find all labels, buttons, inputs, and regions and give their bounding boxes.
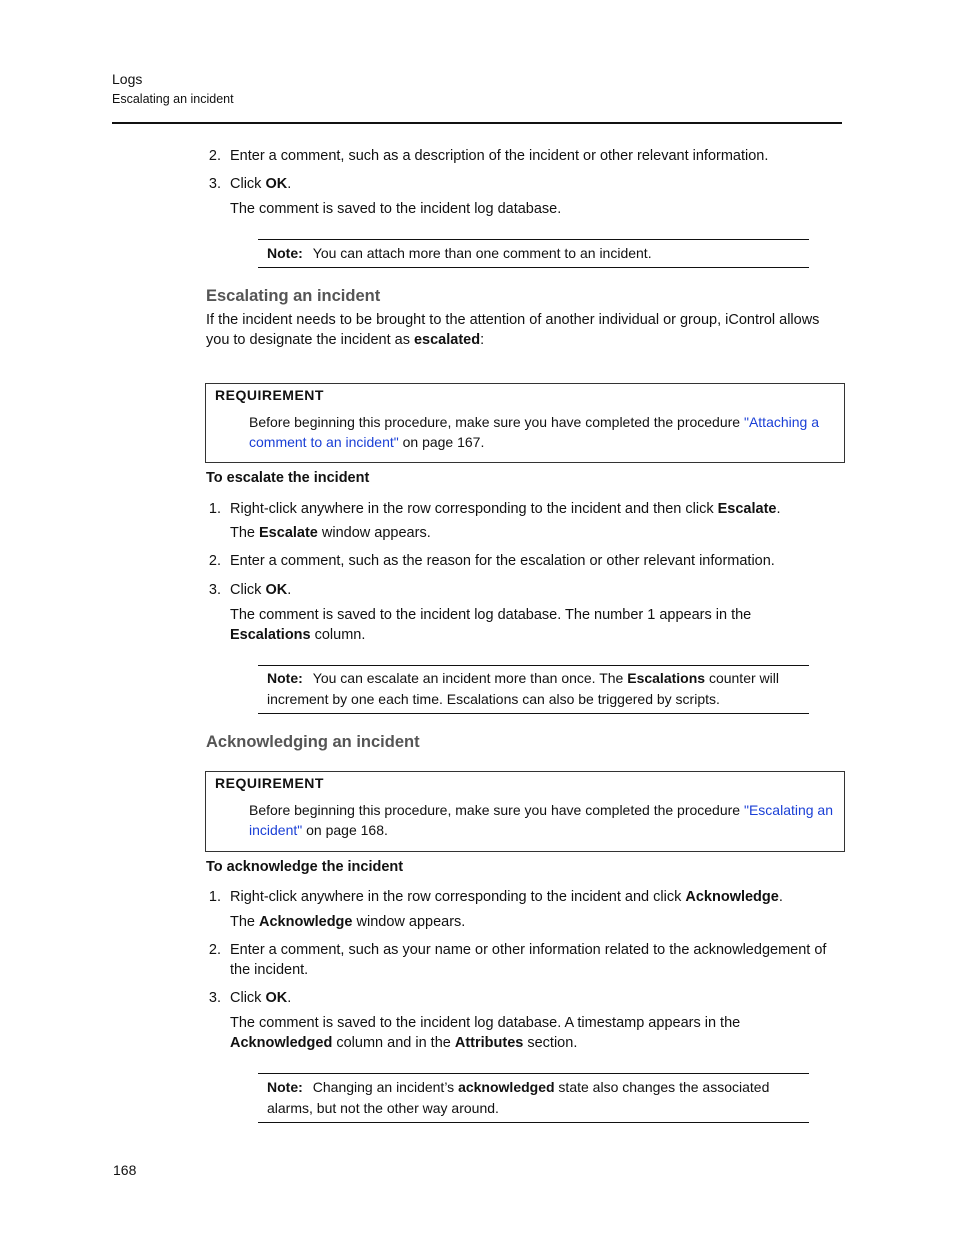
running-header-chapter: Logs — [112, 71, 143, 87]
section-heading-escalating: Escalating an incident — [206, 287, 381, 305]
step-text: Click OK. — [230, 582, 292, 598]
cross-reference-link[interactable]: "Attaching a comment to an incident" — [249, 414, 820, 450]
note-box — [258, 239, 809, 268]
step-number: 2. — [208, 553, 221, 569]
note-label: Note: — [267, 245, 303, 261]
header-divider — [112, 122, 842, 124]
section-heading-acknowledging: Acknowledging an incident — [206, 733, 420, 751]
step-text: Click OK. — [230, 990, 292, 1006]
requirement-box — [205, 771, 845, 852]
note-box: Note: You can escalate an incident more than once. The Escalations counter will increment by one each time. Escalations can also be triggered by scripts. — [258, 665, 809, 714]
step-number: 2. — [208, 148, 221, 164]
step-text: Right-click anywhere in the row corresponding to the incident and then click Escalate. — [230, 501, 781, 517]
procedure-title: To acknowledge the incident — [206, 859, 404, 875]
step-text: Right-click anywhere in the row corresponding to the incident and click Acknowledge. — [230, 889, 783, 905]
running-header-section: Escalating an incident — [112, 92, 234, 106]
step-text: Enter a comment, such as a description of the incident or other relevant information. — [230, 148, 769, 164]
note-label: Note: — [267, 670, 303, 686]
note-text: You can attach more than one comment to an incident. — [312, 245, 652, 261]
page-number: 168 — [113, 1162, 137, 1178]
step-number: 3. — [208, 990, 221, 1006]
step-result: The comment is saved to the incident log database. A timestamp appears in the Acknowledged column and in the Attributes section. — [230, 1015, 741, 1051]
section-intro: If the incident needs to be brought to the attention of another individual or group, iControl allows you to designate the incident as escalated: — [206, 312, 820, 348]
cross-reference-link[interactable]: "Escalating an incident" — [249, 802, 834, 838]
step-text: Enter a comment, such as the reason for the escalation or other relevant information. — [230, 553, 775, 569]
step-number: 2. — [208, 942, 221, 958]
step-result: The comment is saved to the incident log database. — [230, 201, 562, 217]
step-text: Click OK. — [230, 176, 292, 192]
step-number: 1. — [208, 889, 221, 905]
requirement-text: Before beginning this procedure, make sure you have completed the procedure "Attaching a comment to an incident" on page 167. — [249, 414, 820, 450]
step-text: Enter a comment, such as your name or other information related to the acknowledgement of the incident. — [230, 942, 827, 978]
step-result: The Escalate window appears. — [230, 525, 431, 541]
step-number: 1. — [208, 501, 221, 517]
procedure-title: To escalate the incident — [206, 470, 370, 486]
step-number: 3. — [208, 582, 221, 598]
step-number: 3. — [208, 176, 221, 192]
requirement-title: REQUIREMENT — [215, 775, 324, 791]
note-box: Note: Changing an incident’s acknowledged state also changes the associated alarms, but not the other way around. — [258, 1073, 809, 1123]
requirement-text: Before beginning this procedure, make sure you have completed the procedure "Escalating an incident" on page 168. — [249, 802, 834, 838]
requirement-box — [205, 383, 845, 463]
step-result: The Acknowledge window appears. — [230, 914, 466, 930]
note-label: Note: — [267, 1079, 303, 1095]
requirement-title: REQUIREMENT — [215, 387, 324, 403]
step-result: The comment is saved to the incident log database. The number 1 appears in the Escalations column. — [230, 607, 752, 643]
